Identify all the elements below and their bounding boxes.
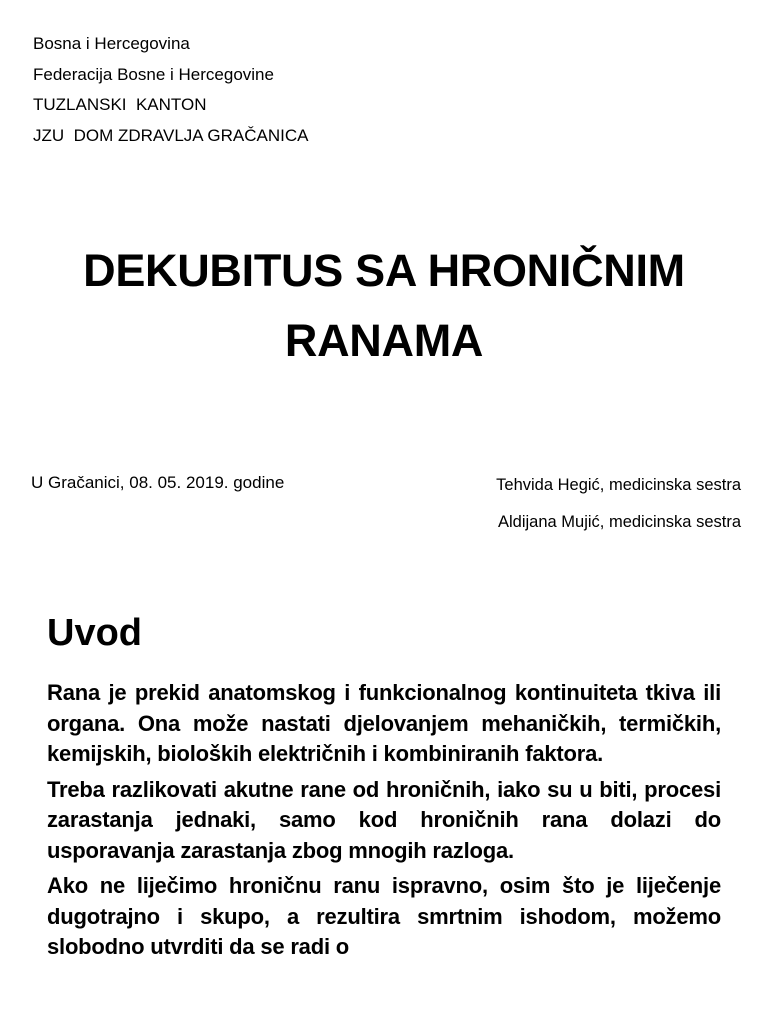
header-line-country: Bosna i Hercegovina — [33, 34, 190, 53]
title-line-2: RANAMA — [284, 315, 484, 366]
section-body — [47, 678, 721, 968]
paragraph-3: Ako ne liječimo hroničnu ranu ispravno, osim što je liječenje dugotrajno i skupo, a rezultira smrtnim ishodom, možemo slobodno utvrditi da se radi o — [47, 873, 721, 959]
section-heading: Uvod — [47, 612, 142, 654]
header-line-canton: TUZLANSKI KANTON — [33, 95, 207, 114]
authors-block — [496, 473, 741, 547]
author-1: Tehvida Hegić, medicinska sestra — [496, 476, 741, 494]
header-line-federation: Federacija Bosne i Hercegovine — [33, 64, 274, 84]
header-line-institution: JZU DOM ZDRAVLJA GRAČANICA — [33, 125, 309, 145]
date-location: U Gračanici, 08. 05. 2019. godine — [31, 473, 285, 492]
paragraph-2: Treba razlikovati akutne rane od hroničnih, iako su u biti, procesi zarastanja jednaki, samo kod hroničnih rana dolazi do usporavanja zarastanja zbog mnogih razloga. — [47, 776, 721, 863]
title-line-1: DEKUBITUS SA HRONIČNIM — [83, 245, 685, 296]
paragraph-1: Rana je prekid anatomskog i funkcionalnog kontinuiteta tkiva ili organa. Ona može nastati djelovanjem mehaničkih, termičkih, kemijskih, bioloških električnih i kombiniranih faktora. — [47, 680, 721, 766]
institution-header — [33, 29, 309, 151]
intro-slide — [0, 576, 768, 1024]
author-2: Aldijana Mujić, medicinska sestra — [497, 513, 741, 531]
document-title — [0, 236, 768, 376]
